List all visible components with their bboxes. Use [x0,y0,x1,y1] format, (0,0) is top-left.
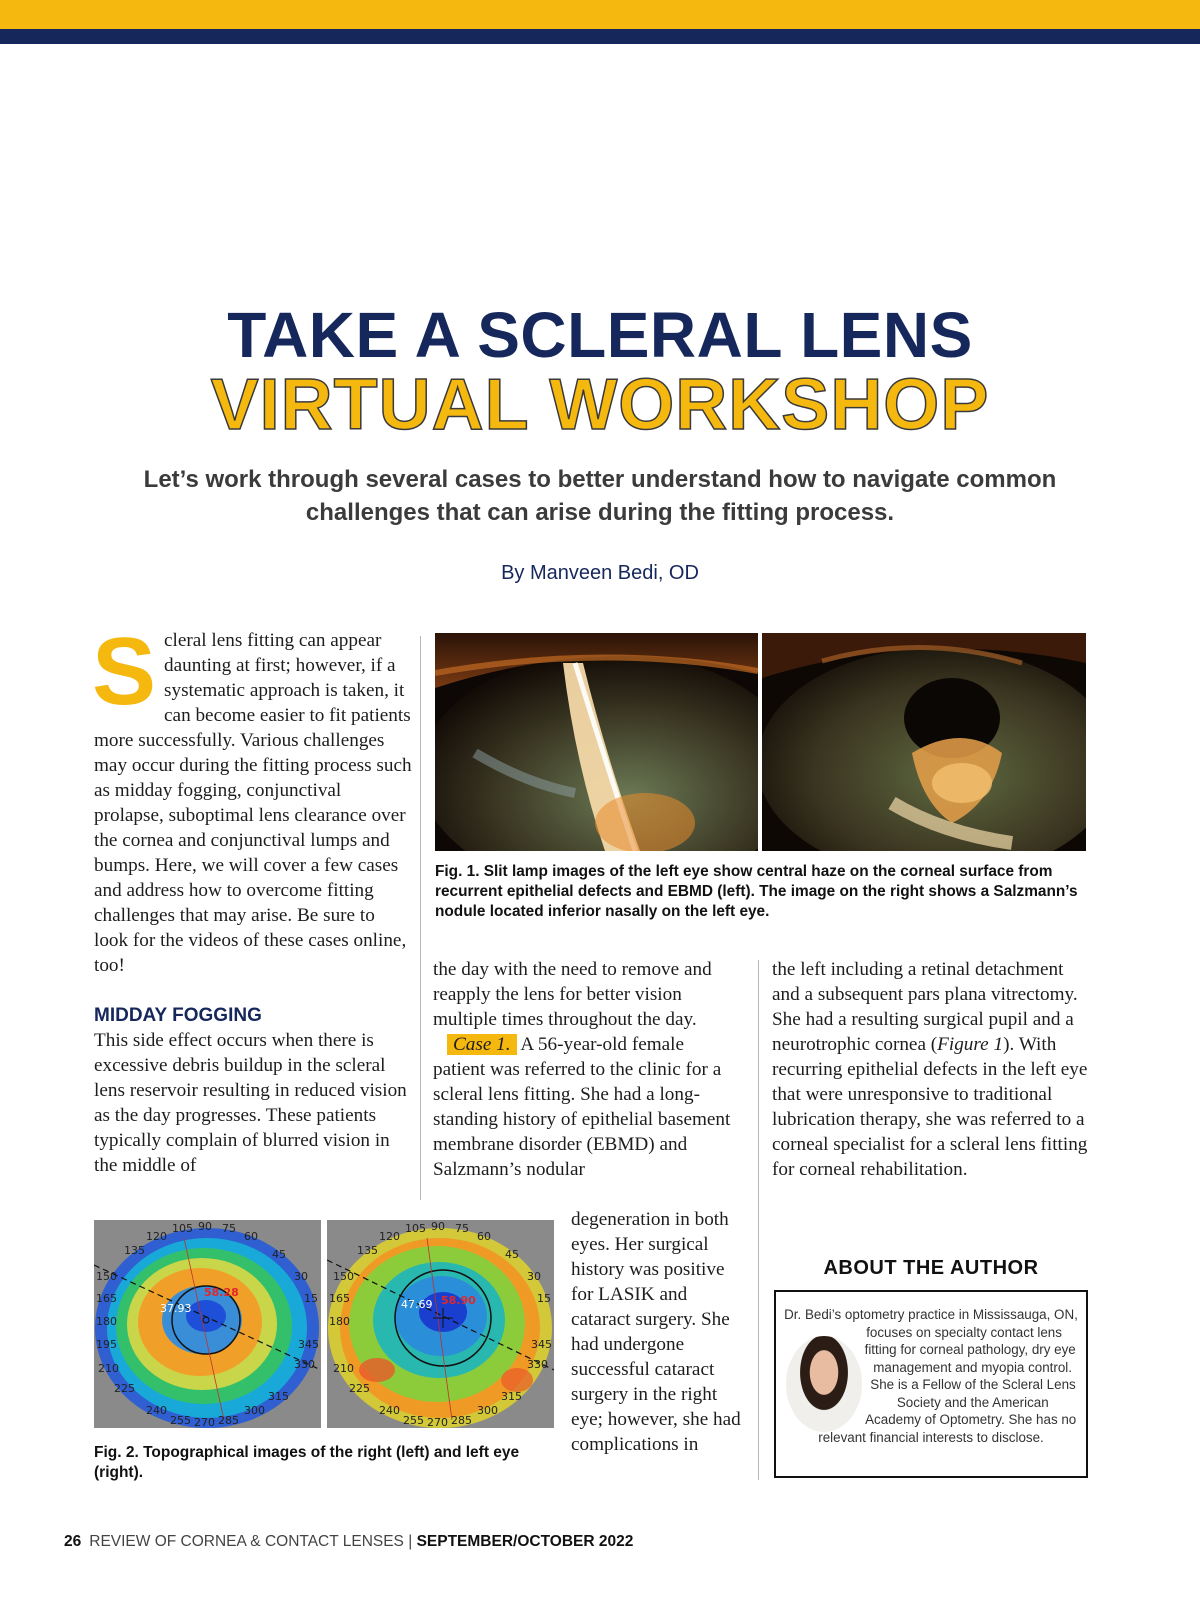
svg-text:225: 225 [114,1382,135,1395]
figure-2-caption: Fig. 2. Topographical images of the right (left) and left eye (right). [94,1444,520,1481]
footer-separator: | [408,1533,413,1550]
svg-text:330: 330 [294,1358,315,1371]
midday-fogging-paragraph: This side effect occurs when there is excessive debris buildup in the scleral lens reservoir resulting in reduced vision as the day progresses. These patients typically complain of blurred vision in the middle of [94,1030,407,1176]
issue-date: SEPTEMBER/OCTOBER 2022 [416,1533,634,1550]
map-value: 58.28 [204,1286,239,1299]
svg-text:210: 210 [333,1362,354,1375]
svg-text:105: 105 [172,1222,193,1235]
svg-text:90: 90 [431,1220,445,1233]
svg-text:75: 75 [222,1222,236,1235]
svg-text:15: 15 [304,1292,318,1305]
case-1-label: Case 1. [447,1034,517,1055]
column-3-text-a: the left including a retinal detachment and a subsequent pars plana vitrectomy. She had a resulting surgical pupil and a neurotrophic cornea ( [772,959,1078,1055]
svg-text:285: 285 [218,1414,239,1427]
svg-text:255: 255 [403,1414,424,1427]
slit-lamp-image-right [762,633,1086,851]
svg-text:330: 330 [527,1358,548,1371]
svg-text:180: 180 [96,1315,117,1328]
about-the-author-heading: ABOUT THE AUTHOR [823,1257,1039,1279]
svg-text:30: 30 [294,1270,308,1283]
svg-text:30: 30 [527,1270,541,1283]
figure-1-caption: Fig. 1. Slit lamp images of the left eye show central haze on the corneal surface from recurrent epithelial defects and EBMD (left). The image on the right shows a Salzmann’s nodule located inferior nasally on the left eye. [435,863,1078,920]
svg-text:45: 45 [505,1248,519,1261]
svg-text:60: 60 [244,1230,258,1243]
svg-text:180: 180 [329,1315,350,1328]
svg-text:300: 300 [244,1404,265,1417]
svg-text:15: 15 [537,1292,551,1305]
svg-text:90: 90 [198,1220,212,1233]
svg-text:240: 240 [379,1404,400,1417]
svg-text:75: 75 [455,1222,469,1235]
deck-subheadline: Let’s work through several cases to better understand how to navigate common challenges that can arise during the fitting process. [143,466,1057,526]
column-3-text-b: ). With recurring epithelial defects in the left eye that were unresponsive to traditional lubrication therapy, she was referred to a corneal specialist for a scleral lens fitting for corneal rehabilitation. [772,1034,1088,1180]
column-2-text-b: A 56-year-old female patient was referred to the clinic for a scleral lens fitting. She had a long-standing history of epithelial basement membrane disorder (EBMD) and Salzmann’s nodular [433,1034,731,1180]
top-gold-band [0,0,1200,29]
page-footer [64,1533,633,1551]
slit-lamp-image-left [435,633,758,851]
svg-text:150: 150 [96,1270,117,1283]
svg-text:135: 135 [357,1244,378,1257]
headline-line-1: TAKE A SCLERAL LENS [227,299,973,371]
figure-1-reference: Figure 1 [937,1034,1004,1055]
svg-text:315: 315 [268,1390,289,1403]
svg-text:315: 315 [501,1390,522,1403]
section-heading-midday-fogging: MIDDAY FOGGING [94,1005,262,1026]
svg-text:105: 105 [405,1222,426,1235]
headline-line-2: VIRTUAL WORKSHOP [210,365,990,445]
svg-text:60: 60 [477,1230,491,1243]
figure-1-slit-lamp-images [435,633,1086,851]
column-2-text-a: the day with the need to remove and reapply the lens for better vision multiple times throughout the day. [433,959,712,1030]
column-2-continued: degeneration in both eyes. Her surgical history was positive for LASIK and cataract surgery. She had undergone successful cataract surgery in the right eye; however, she had complications in [571,1209,741,1455]
column-1 [92,618,412,1178]
column-divider [758,960,759,1480]
page-number: 26 [64,1533,82,1550]
byline: By Manveen Bedi, OD [501,562,699,584]
svg-text:345: 345 [531,1338,552,1351]
map-value: 58.90 [441,1294,476,1307]
svg-text:345: 345 [298,1338,319,1351]
svg-text:270: 270 [194,1416,215,1428]
svg-text:285: 285 [451,1414,472,1427]
topography-map-right-eye [94,1220,321,1428]
author-bio: Dr. Bedi’s optometry practice in Mississauga, ON, focuses on specialty contact lens fitting for corneal pathology, dry eye management and myopia control. She is a Fellow of the Scleral Lens Society and the American Academy of Optometry. She has no relevant financial interests to disclose. [784,1307,1078,1445]
top-navy-band [0,29,1200,44]
about-the-author-box [774,1290,1088,1478]
map-value: 47.69 [401,1298,433,1311]
svg-text:150: 150 [333,1270,354,1283]
svg-text:120: 120 [379,1230,400,1243]
svg-text:210: 210 [98,1362,119,1375]
svg-text:240: 240 [146,1404,167,1417]
svg-text:255: 255 [170,1414,191,1427]
drop-cap: S [92,618,157,725]
svg-text:165: 165 [329,1292,350,1305]
map-value: 37.93 [160,1302,192,1315]
column-divider [420,636,421,1200]
svg-text:225: 225 [349,1382,370,1395]
column-2 [433,957,738,1182]
svg-text:120: 120 [146,1230,167,1243]
intro-paragraph: cleral lens fitting can appear daunting at first; however, if a systematic approach is taken, it can become easier to fit patients more successfully. Various challenges may occur during the fitting process such as midday fogging, conjunctival prolapse, suboptimal lens clearance over the cornea and conjunctival lumps and bumps. Here, we will cover a few cases and address how to overcome fitting challenges that may arise. Be sure to look for the videos of these cases online, too! [94,630,412,976]
svg-text:270: 270 [427,1416,448,1428]
topography-map-left-eye [327,1220,554,1428]
svg-text:165: 165 [96,1292,117,1305]
figure-2-topography-images [94,1220,554,1428]
svg-text:195: 195 [96,1338,117,1351]
svg-text:300: 300 [477,1404,498,1417]
svg-text:45: 45 [272,1248,286,1261]
publication-name: REVIEW OF CORNEA & CONTACT LENSES [89,1533,404,1550]
column-3 [772,957,1090,1182]
svg-text:135: 135 [124,1244,145,1257]
